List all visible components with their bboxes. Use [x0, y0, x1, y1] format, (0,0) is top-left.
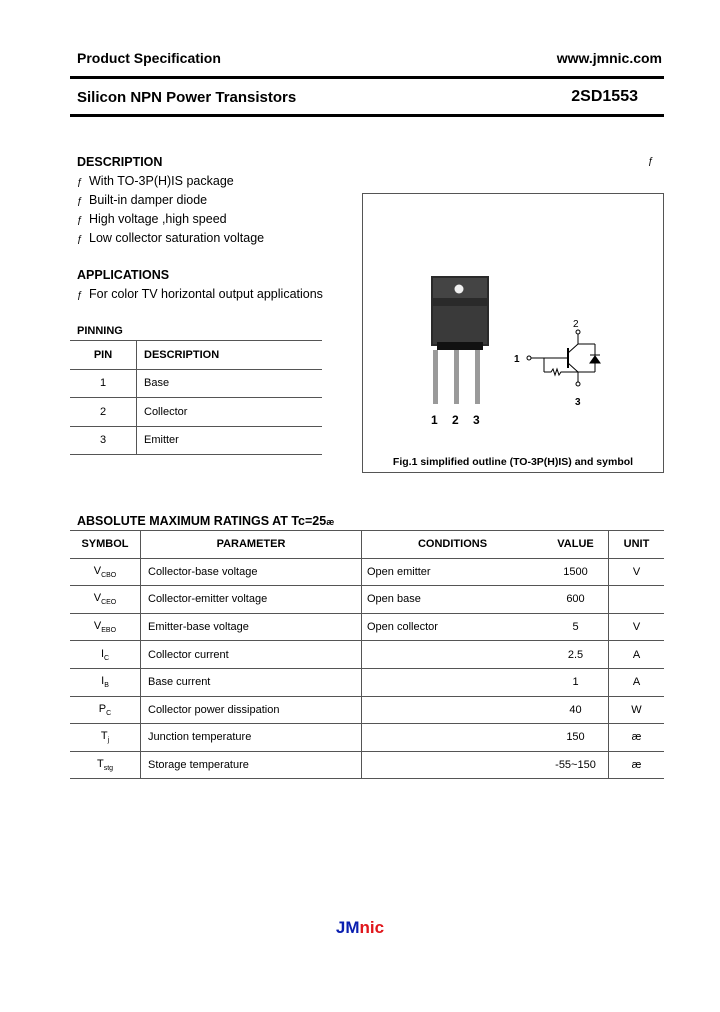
- table-row: [70, 558, 664, 586]
- column-header-conditions: CONDITIONS: [362, 531, 544, 559]
- unit-cell: A: [609, 641, 665, 669]
- unit-cell: W: [609, 696, 665, 724]
- bullet-icon: ƒ: [77, 196, 83, 207]
- company-logo: [0, 918, 720, 938]
- lead-2: [454, 350, 459, 404]
- column-header-parameter: PARAMETER: [141, 531, 362, 559]
- package-outline-drawing: [363, 194, 663, 444]
- package-pin-label: 3: [473, 413, 480, 427]
- description-heading: DESCRIPTION: [77, 155, 163, 169]
- parameter-cell: Junction temperature: [141, 724, 362, 752]
- symbol-cell: $V_{CEO}$: [70, 586, 141, 614]
- bullet-icon: ƒ: [77, 177, 83, 188]
- table-row: [70, 641, 664, 669]
- table-row: [70, 426, 322, 455]
- parameter-cell: Base current: [141, 668, 362, 696]
- conditions-cell: [362, 641, 544, 669]
- table-row: [70, 369, 322, 398]
- description-item: ƒ With TO-3P(H)IS package: [77, 174, 234, 188]
- symbol-cell: $V_{EBO}$: [70, 613, 141, 641]
- table-row: [70, 398, 322, 427]
- parameter-cell: Collector current: [141, 641, 362, 669]
- column-header-symbol: SYMBOL: [70, 531, 141, 559]
- table-header-row: [70, 341, 322, 370]
- symbol-cell: $T_{stg}$: [70, 751, 141, 779]
- bullet-icon: ƒ: [77, 215, 83, 226]
- degree-glyph: æ: [326, 517, 335, 527]
- website-link[interactable]: www.jmnic.com: [556, 50, 662, 66]
- unit-cell: A: [609, 668, 665, 696]
- conditions-cell: [362, 668, 544, 696]
- pin-number: 1: [70, 369, 137, 398]
- value-cell: 600: [543, 586, 609, 614]
- parameter-cell: Collector-base voltage: [141, 558, 362, 586]
- package-pin-label: 1: [431, 413, 438, 427]
- figure-box: [362, 193, 664, 473]
- transistor-symbol: [527, 330, 600, 386]
- parameter-cell: Collector-emitter voltage: [141, 586, 362, 614]
- mounting-hole: [455, 285, 464, 294]
- conditions-cell: Open collector: [362, 613, 544, 641]
- symbol-cell: $V_{CBO}$: [70, 558, 141, 586]
- parameter-cell: Emitter-base voltage: [141, 613, 362, 641]
- pin-description: Collector: [137, 398, 323, 427]
- ratings-table: [70, 530, 664, 779]
- pinning-heading: PINNING: [77, 325, 123, 337]
- conditions-cell: Open base: [362, 586, 544, 614]
- parameter-cell: Storage temperature: [141, 751, 362, 779]
- symbol-collector-label: 2: [573, 319, 579, 330]
- column-header-unit: UNIT: [609, 531, 665, 559]
- symbol-cell: $I_B$: [70, 668, 141, 696]
- pin-number: 2: [70, 398, 137, 427]
- symbol-emitter-label: 3: [575, 397, 581, 408]
- description-item: ƒ Low collector saturation voltage: [77, 231, 265, 245]
- unit-cell: æ: [609, 751, 665, 779]
- logo-part-2: nic: [359, 918, 385, 937]
- pin-description: Base: [137, 369, 323, 398]
- pinning-table: [70, 340, 322, 455]
- table-row: [70, 751, 664, 779]
- base-resistor: [544, 369, 578, 375]
- symbol-cell: $T_j$: [70, 724, 141, 752]
- value-cell: 150: [543, 724, 609, 752]
- unit-cell: V: [609, 613, 665, 641]
- symbol-base-label: 1: [514, 354, 520, 365]
- value-cell: 2.5: [543, 641, 609, 669]
- symbol-cell: $P_C$: [70, 696, 141, 724]
- description-item: ƒ High voltage ,high speed: [77, 212, 227, 226]
- damper-diode: [590, 356, 600, 363]
- unit-cell: [609, 586, 665, 614]
- lead-1: [433, 350, 438, 404]
- value-cell: 1: [543, 668, 609, 696]
- conditions-cell: [362, 696, 544, 724]
- header-rule-top: [70, 76, 664, 79]
- parameter-cell: Collector power dissipation: [141, 696, 362, 724]
- document-type-label: Product Specification: [77, 50, 221, 66]
- pin-number: 3: [70, 426, 137, 455]
- column-header-pin: PIN: [70, 341, 137, 370]
- logo-part-1: JM: [335, 918, 360, 937]
- figure-caption: Fig.1 simplified outline (TO-3P(H)IS) and symbol: [392, 456, 634, 468]
- applications-heading: APPLICATIONS: [77, 268, 170, 282]
- table-row: [70, 613, 664, 641]
- header-rule-bottom: [70, 114, 664, 117]
- table-row: [70, 696, 664, 724]
- bullet-icon: ƒ: [77, 234, 83, 245]
- value-cell: 1500: [543, 558, 609, 586]
- value-cell: -55~150: [543, 751, 609, 779]
- corner-glyph: ƒ: [648, 156, 654, 167]
- unit-cell: V: [609, 558, 665, 586]
- conditions-cell: Open emitter: [362, 558, 544, 586]
- ratings-heading: ABSOLUTE MAXIMUM RATINGS AT Tc=25æ: [77, 514, 335, 528]
- value-cell: 40: [543, 696, 609, 724]
- conditions-cell: [362, 751, 544, 779]
- column-header-description: DESCRIPTION: [137, 341, 323, 370]
- symbol-cell: $I_C$: [70, 641, 141, 669]
- column-header-value: VALUE: [543, 531, 609, 559]
- table-row: [70, 724, 664, 752]
- table-row: [70, 668, 664, 696]
- applications-item: ƒ For color TV horizontal output applications: [77, 287, 323, 301]
- lead-3: [475, 350, 480, 404]
- unit-cell: æ: [609, 724, 665, 752]
- table-header-row: [70, 531, 664, 559]
- part-number: 2SD1553: [571, 88, 638, 105]
- value-cell: 5: [543, 613, 609, 641]
- bullet-icon: ƒ: [77, 290, 83, 301]
- pin-description: Emitter: [137, 426, 323, 455]
- conditions-cell: [362, 724, 544, 752]
- product-line-title: Silicon NPN Power Transistors: [77, 89, 297, 106]
- description-item: ƒ Built-in damper diode: [77, 193, 208, 207]
- table-row: [70, 586, 664, 614]
- package-pin-label: 2: [452, 413, 459, 427]
